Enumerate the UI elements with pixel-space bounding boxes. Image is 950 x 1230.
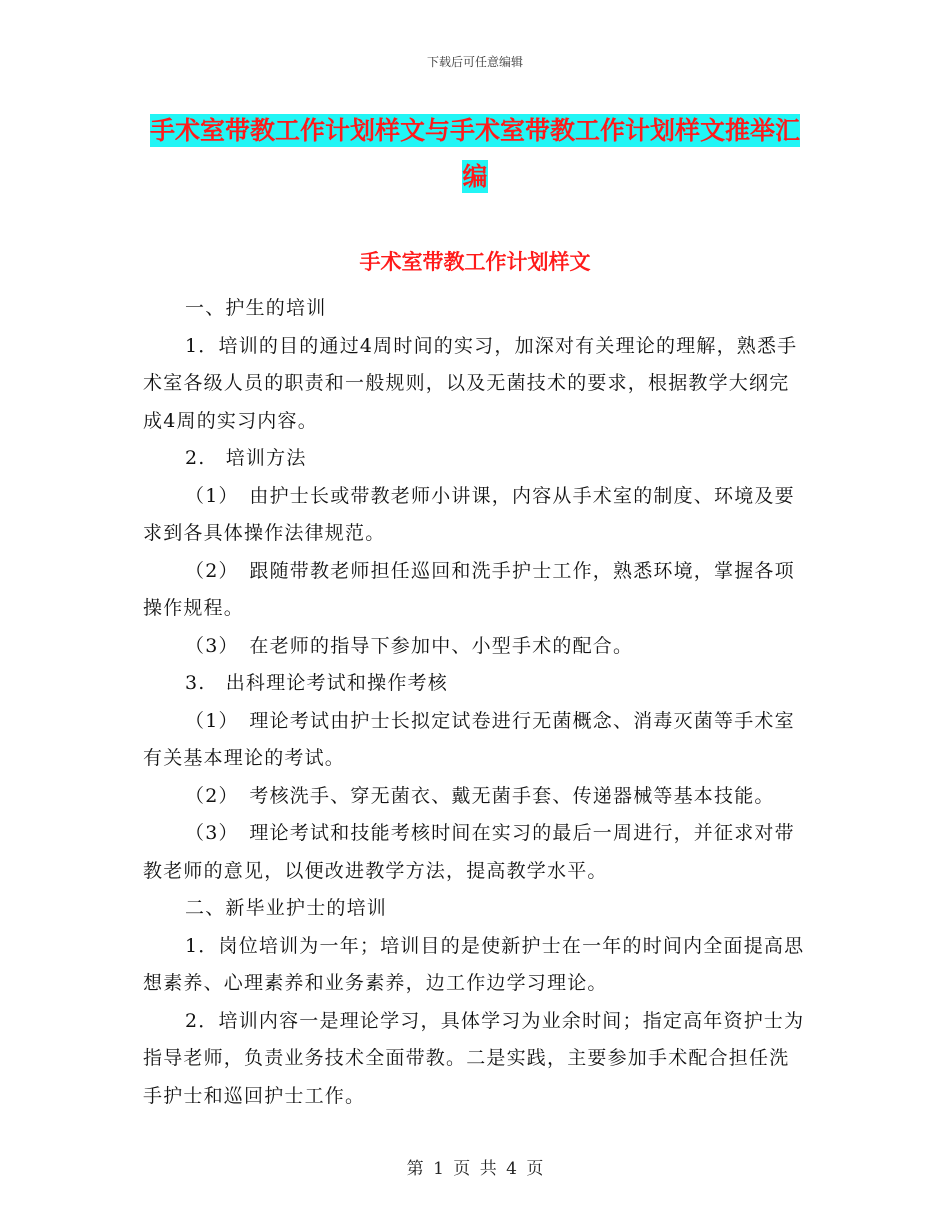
subheading-exams: 3. 出科理论考试和操作考核 (185, 672, 448, 694)
paragraph: （2） 跟随带教老师担任巡回和洗手护士工作，熟悉环境，掌握各项操作规程。 (143, 559, 795, 619)
paragraph: （2） 考核洗手、穿无菌衣、戴无菌手套、传递器械等基本技能。 (185, 784, 775, 807)
document-body (143, 290, 809, 1115)
paragraph: 2．培训内容一是理论学习，具体学习为业余时间；指定高年资护士为指导老师，负责业务技术全面带教。二是实践，主要参加手术配合担任洗手护士和巡回护士工作。 (143, 1009, 805, 1107)
paragraph: （1） 理论考试由护士长拟定试卷进行无菌概念、消毒灭菌等手术室有关基本理论的考试。 (143, 709, 795, 769)
paragraph: 1．培训的目的通过4周时间的实习，加深对有关理论的理解，熟悉手术室各级人员的职责和一般规则，以及无菌技术的要求，根据教学大纲完成4周的实习内容。 (143, 334, 798, 432)
paragraph: 1．岗位培训为一年；培训目的是使新护士在一年的时间内全面提高思想素养、心理素养和业务素养，边工作边学习理论。 (143, 934, 805, 994)
document-title (140, 108, 810, 200)
subheading-training-method: 2. 培训方法 (185, 447, 307, 469)
document-title-text: 手术室带教工作计划样文与手术室带教工作计划样文推举汇编 (149, 116, 800, 191)
heading-trainee-training: 一、护生的培训 (185, 297, 327, 319)
paragraph: （3） 在老师的指导下参加中、小型手术的配合。 (185, 634, 634, 657)
heading-new-graduate-training: 二、新毕业护士的培训 (185, 897, 388, 919)
section-title: 手术室带教工作计划样文 (359, 250, 591, 274)
paragraph: （3） 理论考试和技能考核时间在实习的最后一周进行，并征求对带教老师的意见，以便改进教学方法，提高教学水平。 (143, 822, 795, 882)
page-header: 下载后可任意编辑 (426, 55, 523, 69)
paragraph: （1） 由护士长或带教老师小讲课，内容从手术室的制度、环境及要求到各具体操作法律规范。 (143, 484, 795, 544)
page-footer: 第 1 页 共 4 页 (406, 1159, 544, 1179)
